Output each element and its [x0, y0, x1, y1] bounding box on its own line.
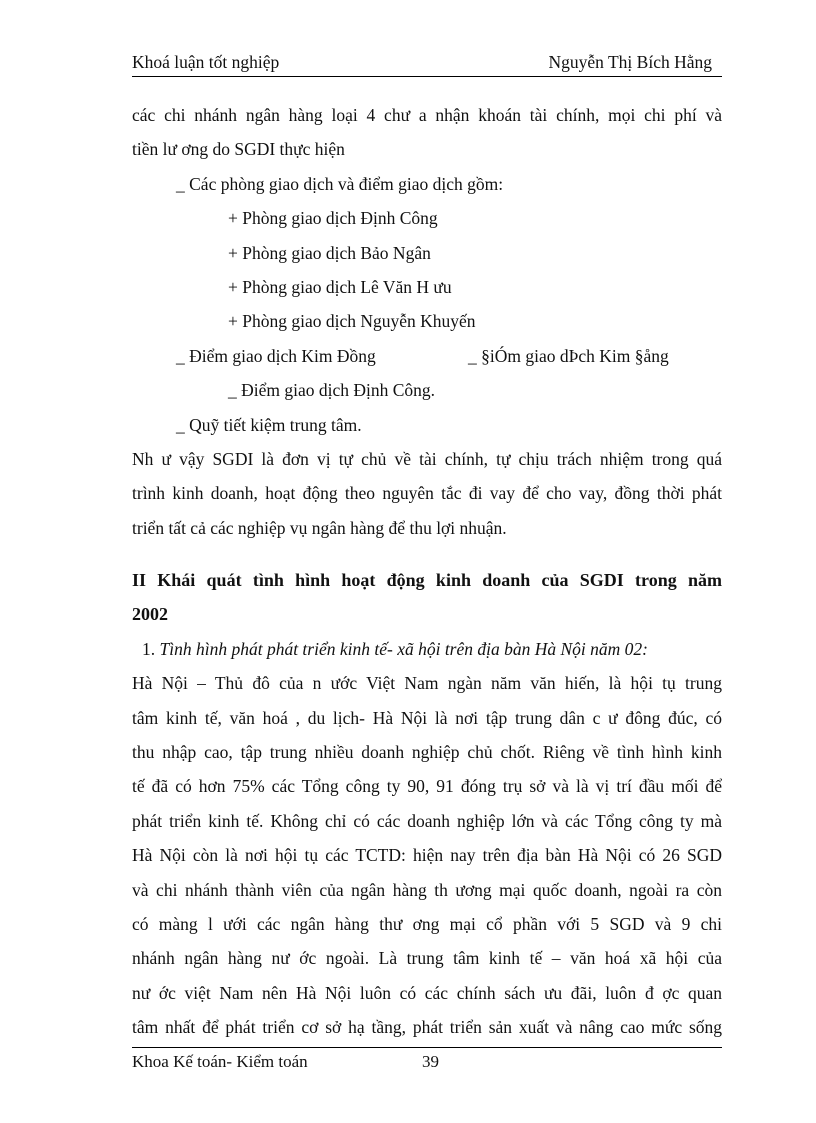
point-savings: _ Quỹ tiết kiệm trung tâm. [176, 414, 362, 435]
text-line: có màng l ưới các ngân hàng thư ơng mại cổ phần với 5 SGD và 9 chi [132, 913, 722, 934]
text-line: tâm kinh tế, văn hoá , du lịch- Hà Nội là nơi tập trung dân c ư đông đúc, có [132, 707, 722, 728]
subsection-number: 1. [142, 638, 156, 659]
subsection-heading [132, 632, 722, 666]
page-number: 39 [422, 1052, 439, 1071]
section-heading-year: 2002 [132, 604, 168, 625]
text-line: thu nhập cao, tập trung nhiều doanh nghiệp chủ chốt. Riêng về tình hình kinh [132, 742, 722, 763]
text-line: tế đã có hơn 75% các Tổng công ty 90, 91 đóng trụ sở và là vị trí đầu mối để [132, 776, 722, 797]
list-item: + Phòng giao dịch Nguyễn Khuyến [228, 311, 476, 332]
text-line: Hà Nội còn là nơi hội tụ các TCTD: hiện nay trên địa bàn Hà Nội có 26 SGD [132, 845, 722, 866]
text-line: nư ớc việt Nam nên Hà Nội luôn có các chính sách ưu đãi, luôn đ ợc quan [132, 982, 722, 1003]
text-line: tâm nhất để phát triển cơ sở hạ tầng, phát triển sản xuất và nâng cao mức sống [132, 1017, 722, 1038]
text-line: Nh ư vậy SGDI là đơn vị tự chủ về tài chính, tự chịu trách nhiệm trong quá [132, 448, 722, 469]
text-line: trình kinh doanh, hoạt động theo nguyên tắc đi vay để cho vay, đồng thời phát [132, 483, 722, 504]
list-item: + Phòng giao dịch Bảo Ngân [228, 242, 431, 263]
subsection-title: Tình hình phát phát triển kinh tế- xã hội trên địa bàn Hà Nội năm 02: [159, 638, 649, 659]
header-author-name: Nguyễn Thị Bích Hằng [548, 52, 712, 72]
point-kim-dong-garbled: _ §iÓm giao dÞch Kim §ång [468, 345, 669, 366]
text-line: triển tất cả các nghiệp vụ ngân hàng để thu lợi nhuận. [132, 517, 507, 538]
text-line: và chi nhánh thành viên của ngân hàng th ương mại quốc doanh, ngoài ra còn [132, 879, 722, 900]
spacer [132, 545, 722, 563]
list-item: + Phòng giao dịch Định Công [228, 208, 438, 229]
section-heading: II Khái quát tình hình hoạt động kinh doanh của SGDI trong năm [132, 570, 722, 591]
point-row [132, 339, 722, 373]
footer-department: Khoa Kế toán- Kiểm toán [132, 1052, 308, 1071]
page-body [132, 98, 722, 1045]
text-line: các chi nhánh ngân hàng loại 4 chư a nhận khoán tài chính, mọi chi phí và [132, 105, 722, 125]
text-line: nhánh ngân hàng nư ớc ngoài. Là trung tâm kinh tế – văn hoá xã hội của [132, 948, 722, 969]
point-dinh-cong: _ Điểm giao dịch Định Công. [228, 380, 436, 401]
text-line: phát triển kinh tế. Không chỉ có các doanh nghiệp lớn và các Tổng công ty mà [132, 810, 722, 831]
list-item: + Phòng giao dịch Lê Văn H ưu [228, 276, 452, 297]
page-footer [132, 1047, 722, 1071]
header-thesis-label: Khoá luận tốt nghiệp [132, 52, 280, 72]
page-header [132, 50, 722, 77]
point-kim-dong: _ Điểm giao dịch Kim Đồng [176, 345, 376, 366]
text-line: Hà Nội – Thủ đô của n ước Việt Nam ngàn năm văn hiến, là hội tụ trung [132, 673, 722, 694]
text-line: tiền lư ơng do SGDI thực hiện [132, 139, 345, 160]
list-title: _ Các phòng giao dịch và điểm giao dịch gồm: [176, 173, 504, 194]
